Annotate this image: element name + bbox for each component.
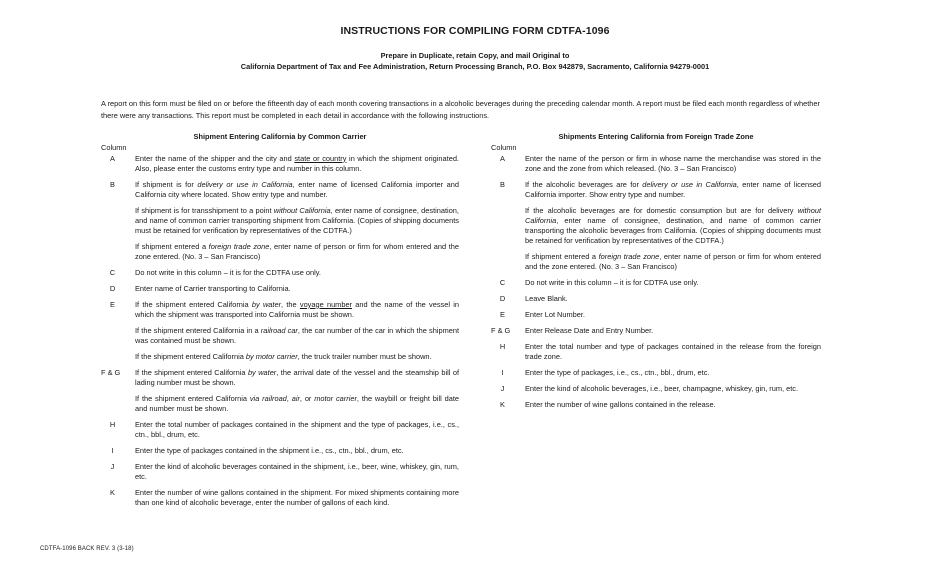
item-key: I <box>111 446 114 456</box>
item-key: C <box>109 268 116 278</box>
item-text: Do not write in this column – it is for the CDTFA use only. <box>135 268 321 278</box>
item-text: Enter the number of wine gallons contained in the release. <box>525 399 716 409</box>
item-key: C <box>499 278 506 288</box>
item-key: D <box>109 283 116 293</box>
column-label: Column <box>101 143 127 152</box>
form-revision-footer: CDTFA-1096 BACK REV. 3 (3-18) <box>40 546 134 552</box>
item-key: B <box>110 179 115 189</box>
item-text: If shipment entered a foreign trade zone, enter name of person or firm for whom entered and the zone entered. (No. 3 – San Francisco) <box>135 241 459 262</box>
item-text: If shipment entered a foreign trade zone, enter name of person or firm for whom entered and the zone entered. (No. 3 – San Francisco) <box>525 252 821 272</box>
item-text: If shipment is for delivery or use in California, enter name of licensed California importer and California city where located. Show entry type and number. <box>135 179 459 199</box>
item-key: D <box>499 294 506 304</box>
item-text: Enter the number of wine gallons contained in the shipment. For mixed shipments containing more than one kind of alcoholic beverage, enter the number of gallons of each kind. <box>135 488 459 508</box>
instruction-item-b <box>491 180 821 273</box>
item-text: Enter Lot Number. <box>525 310 585 320</box>
item-text: Enter the kind of alcoholic beverages, i.e., beer, champagne, whiskey, gin, rum, etc. <box>525 383 799 393</box>
column-label: Column <box>491 143 517 152</box>
instruction-item-c <box>101 268 459 278</box>
common-carrier-section <box>101 132 459 514</box>
item-text: Enter Release Date and Entry Number. <box>525 325 654 335</box>
instruction-item-j <box>101 462 459 482</box>
item-text: Do not write in this column – it is for CDTFA use only. <box>525 278 699 288</box>
instruction-item-a <box>491 154 821 174</box>
item-key: E <box>500 310 505 320</box>
intro-paragraph: A report on this form must be filed on or before the fifteenth day of each month covering transactions in a alcoholic beverages during the preceding calendar month. A report must be filed each month regardless of whether there were any transactions. This report must be completed in each detail in accordance with the following instructions. <box>101 99 820 120</box>
item-key: H <box>109 420 116 430</box>
item-text: Leave Blank. <box>525 294 568 304</box>
instruction-item-h <box>101 420 459 440</box>
item-text: If the alcoholic beverages are for delivery or use in California, enter name of licensed California importer. Show entry type and number. <box>525 179 821 199</box>
instruction-item-j <box>491 384 821 394</box>
instruction-item-k <box>491 400 821 410</box>
item-key: A <box>110 153 115 163</box>
item-text: If the shipment entered California by motor carrier, the truck trailer number must be shown. <box>135 352 432 362</box>
item-text: If the shipment entered California by water, the arrival date of the vessel and the steamship bill of lading number must be shown. <box>135 367 460 388</box>
item-key: J <box>110 462 115 472</box>
instruction-item-a <box>101 154 459 174</box>
item-key: F & G <box>101 367 121 377</box>
page-title: INSTRUCTIONS FOR COMPILING FORM CDTFA-1096 <box>340 25 610 37</box>
item-text: Enter the name of the person or firm in whose name the merchandise was stored in the zone and the zone from which released. (No. 3 – San Francisco) <box>525 153 821 173</box>
item-key: I <box>501 367 504 377</box>
item-text: Enter name of Carrier transporting to California. <box>135 283 291 293</box>
instruction-item-e <box>101 300 459 362</box>
item-text: Enter the name of the shipper and the city and state or country in which the shipment originated. Also, please enter the customs entry type and number in this column. <box>135 153 459 173</box>
item-key: H <box>499 341 506 351</box>
instruction-item-c <box>491 278 821 288</box>
mailing-instruction: Prepare in Duplicate, retain Copy, and mail Original to <box>380 51 570 60</box>
item-key: B <box>500 179 505 189</box>
item-text: If the shipment entered California via railroad, air, or motor carrier, the waybill or freight bill date and number must be shown. <box>135 394 460 414</box>
common-carrier-heading: Shipment Entering California by Common Carrier <box>193 132 367 141</box>
item-text: Enter the kind of alcoholic beverages contained in the shipment, i.e., beer, wine, whiskey, gin, rum, etc. <box>135 462 459 482</box>
instruction-item-i <box>491 368 821 378</box>
instruction-item-d <box>101 284 459 294</box>
item-text: If the alcoholic beverages are for domestic consumption but are for delivery without California, enter name of consignee, destination, and name of common carrier transporting the alcoholic beverages from California. (Copies of shipping documents must be retained for verification by representatives of the CDTFA.) <box>525 205 821 246</box>
item-key: J <box>500 383 505 393</box>
item-text: Enter the total number and type of packages contained in the release from the foreign trade zone. <box>525 341 821 362</box>
item-key: K <box>110 488 115 498</box>
instruction-item-b <box>101 180 459 263</box>
item-text: Enter the type of packages, i.e., cs., ctn., bbl., drum, etc. <box>525 367 710 377</box>
item-key: F & G <box>491 325 511 335</box>
item-key: K <box>500 399 505 409</box>
instruction-item-fg <box>491 326 821 336</box>
item-key: A <box>500 153 505 163</box>
item-text: If the shipment entered California in a railroad car, the car number of the car in which the shipment was contained must be shown. <box>135 325 460 346</box>
instruction-item-d <box>491 294 821 304</box>
item-text: Enter the type of packages contained in the shipment i.e., cs., ctn., bbl., drum, etc. <box>135 446 404 456</box>
item-text: If the shipment entered California by water, the voyage number and the name of the vessel in which the shipment was transported into California must be shown. <box>135 299 459 320</box>
mailing-address: California Department of Tax and Fee Administration, Return Processing Branch, P.O. Box 942879, Sacramento, California 94279-0001 <box>240 62 710 71</box>
instruction-item-fg <box>101 368 459 415</box>
item-key: E <box>110 299 115 309</box>
foreign-trade-zone-heading: Shipments Entering California from Foreign Trade Zone <box>558 132 754 141</box>
instruction-item-h <box>491 342 821 362</box>
item-text: Enter the total number of packages contained in the shipment and the type of packages, i.e., cs., ctn., bbl., drum, etc. <box>135 420 459 440</box>
foreign-trade-zone-section <box>491 132 821 416</box>
instruction-item-i <box>101 446 459 456</box>
instruction-item-k <box>101 488 459 508</box>
instruction-item-e <box>491 310 821 320</box>
item-text: If shipment is for transshipment to a point without California, enter name of consignee, destination, and name of common carrier transporting shipment from California. (Copies of shipping documents must be retained for verification by representatives of the CDTFA.) <box>135 205 459 236</box>
